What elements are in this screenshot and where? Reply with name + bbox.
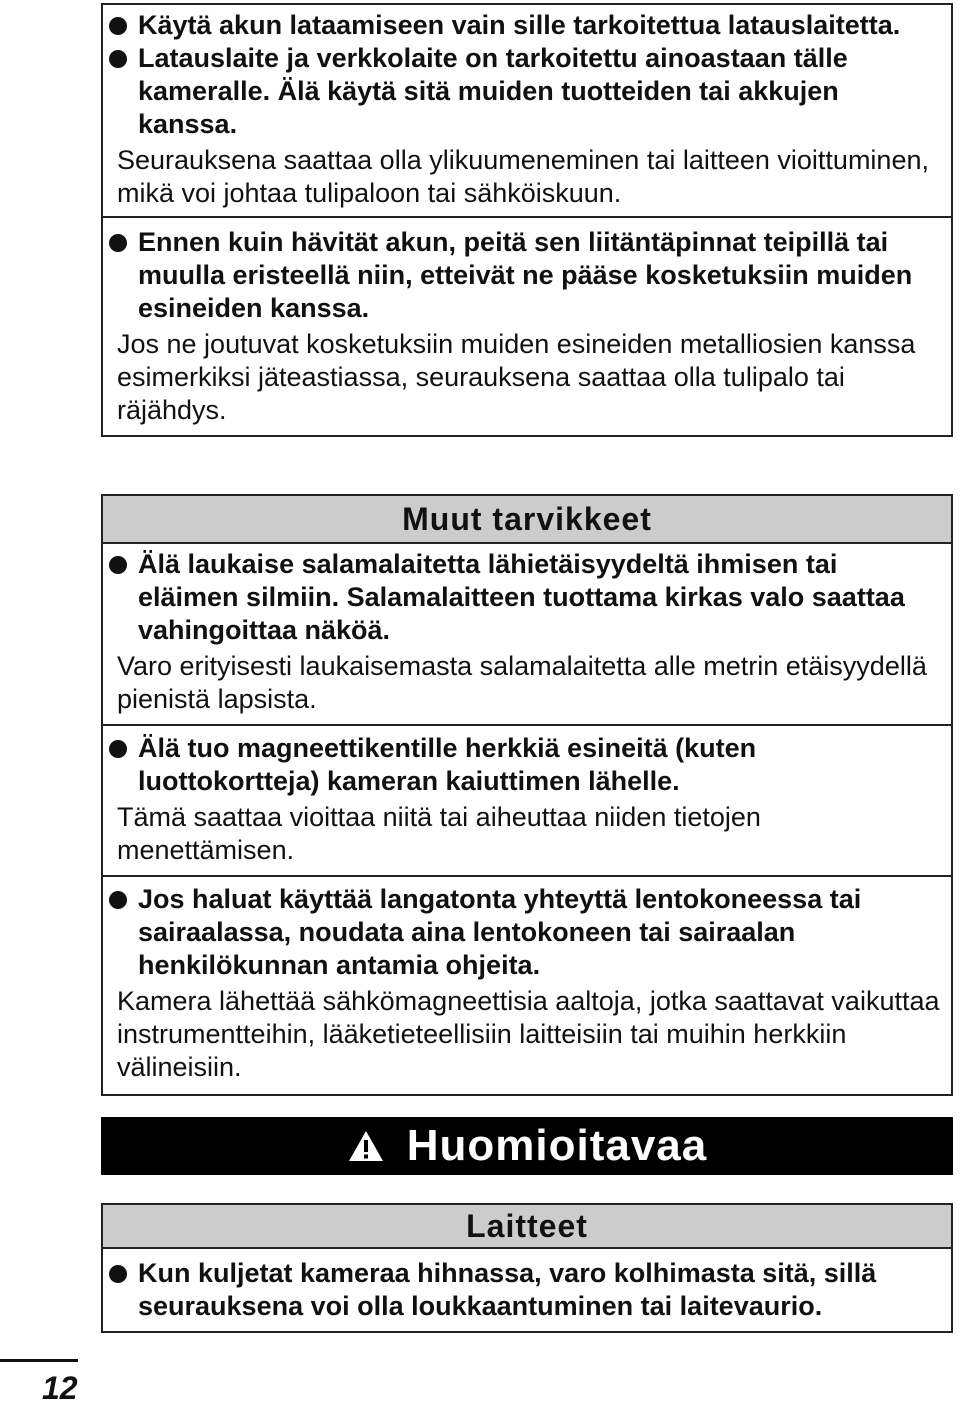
bullet-item: Kun kuljetat kameraa hihnassa, varo kolhimasta sitä, sillä seurauksena voi olla loukkaantuminen tai laitevaurio. xyxy=(103,1257,943,1323)
banner-title: Huomioitavaa xyxy=(406,1121,708,1170)
bullet-icon xyxy=(109,891,127,909)
list-item xyxy=(103,875,951,1094)
bullet-item: Käytä akun lataamiseen vain sille tarkoitettua latauslaitetta. xyxy=(103,9,943,42)
page-number-rule xyxy=(0,1359,78,1362)
bullet-icon xyxy=(109,17,127,35)
bullet-icon xyxy=(109,50,127,68)
bullet-item: Latauslaite ja verkkolaite on tarkoitettu ainoastaan tälle kameralle. Älä käytä sitä muiden tuotteiden tai akkujen kanssa. xyxy=(103,42,943,141)
list-item xyxy=(103,1249,951,1331)
explanation-text: Seurauksena saattaa olla ylikuumeneminen tai laitteen vioittuminen, mikä voi johtaa tulipaloon tai sähköiskuun. xyxy=(117,145,929,208)
bullet-icon xyxy=(109,740,127,758)
section-title: Laitteet xyxy=(103,1205,951,1249)
section-title: Muut tarvikkeet xyxy=(103,496,951,544)
equipment-box xyxy=(101,1203,953,1333)
bullet-item: Älä laukaise salamalaitetta lähietäisyydeltä ihmisen tai eläimen silmiin. Salamalaitteen tuottama kirkas valo saattaa vahingoittaa näköä. xyxy=(103,548,943,647)
list-item xyxy=(103,216,951,435)
bullet-icon xyxy=(109,556,127,574)
warning-triangle-icon xyxy=(347,1129,385,1163)
page-number: 12 xyxy=(42,1370,78,1406)
battery-warnings-box xyxy=(101,3,953,437)
caution-banner xyxy=(101,1117,953,1175)
explanation-text: Kamera lähettää sähkömagneettisia aaltoja, jotka saattavat vaikuttaa instrumentteihin, lääketieteellisiin laitteisiin tai muihin herkkiin välineisiin. xyxy=(117,986,940,1082)
bullet-icon xyxy=(109,1265,127,1283)
explanation-text: Jos ne joutuvat kosketuksiin muiden esineiden metalliosien kanssa esimerkiksi jäteastiassa, seurauksena saattaa olla tulipalo tai räjähdys. xyxy=(117,329,916,425)
bullet-icon xyxy=(109,234,127,252)
list-item xyxy=(103,544,951,724)
bullet-item: Jos haluat käyttää langatonta yhteyttä lentokoneessa tai sairaalassa, noudata aina lentokoneen tai sairaalan henkilökunnan antamia ohjeita. xyxy=(103,883,943,982)
bullet-item: Älä tuo magneettikentille herkkiä esineitä (kuten luottokortteja) kameran kaiuttimen lähelle. xyxy=(103,732,943,798)
explanation-text: Tämä saattaa vioittaa niitä tai aiheuttaa niiden tietojen menettämisen. xyxy=(117,802,761,865)
list-item xyxy=(103,5,951,216)
other-accessories-box xyxy=(101,494,953,1096)
list-item xyxy=(103,724,951,875)
explanation-text: Varo erityisesti laukaisemasta salamalaitetta alle metrin etäisyydellä pienistä lapsista. xyxy=(117,651,927,714)
bullet-item: Ennen kuin hävität akun, peitä sen liitäntäpinnat teipillä tai muulla eristeellä niin, etteivät ne pääse kosketuksiin muiden esineiden kanssa. xyxy=(103,226,943,325)
